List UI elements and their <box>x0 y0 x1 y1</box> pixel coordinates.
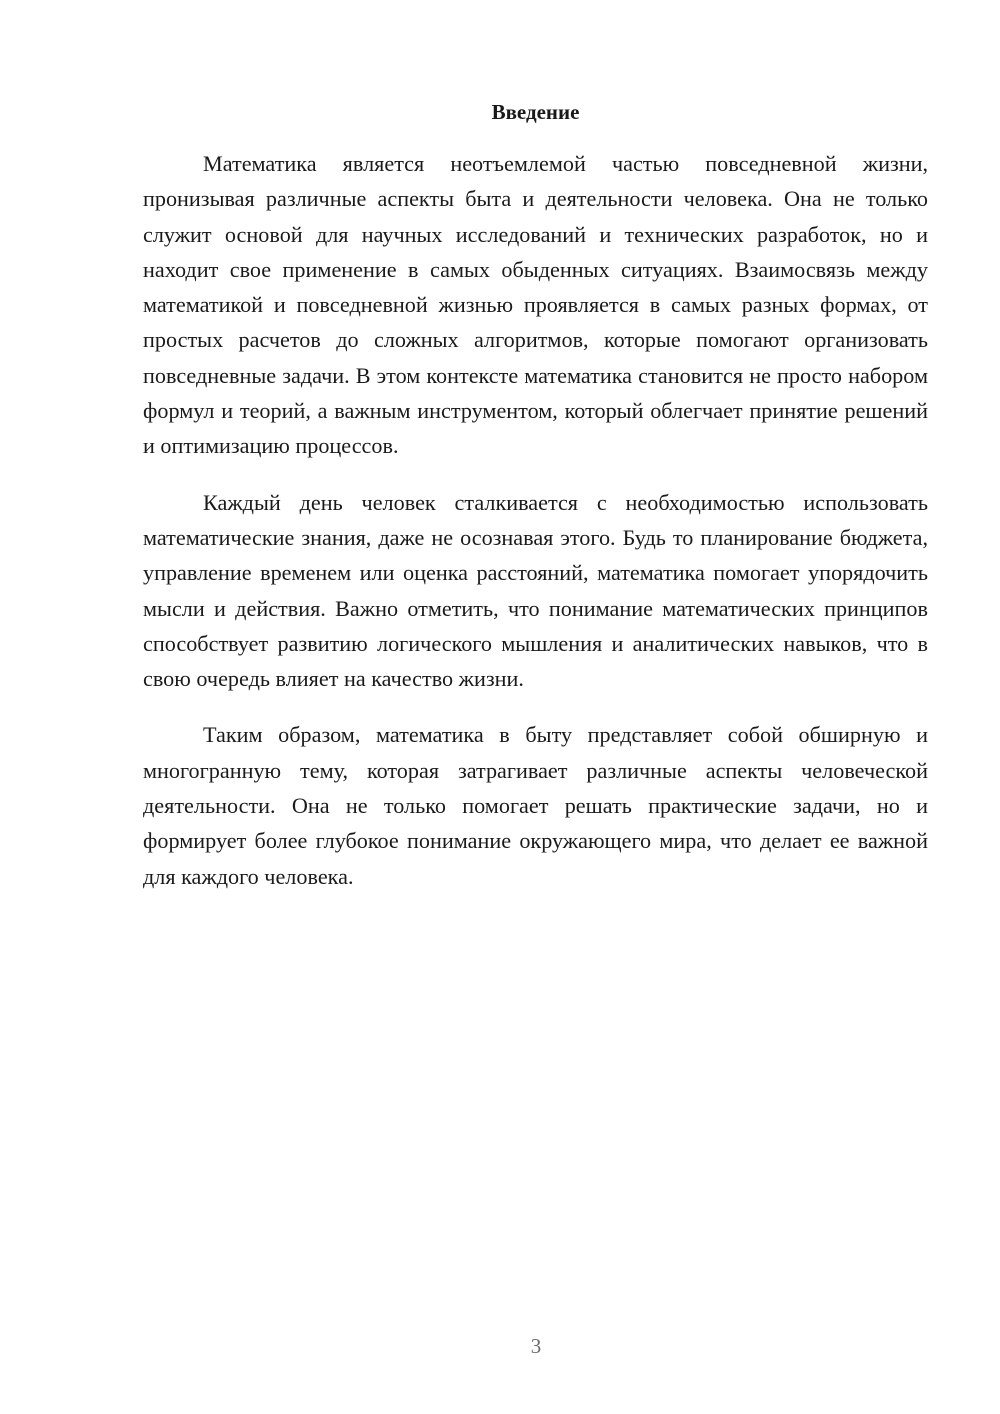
paragraph-2: Каждый день человек сталкивается с необходимостью использовать математические знания, даже не осознавая этого. Будь то планирование бюджета, управление временем или оценка расстояний, математика помогает упорядочить мысли и действия. Важно отметить, что понимание математических принципов способствует развитию логического мышления и аналитических навыков, что в свою очередь влияет на качество жизни. <box>143 489 928 692</box>
paragraph-3: Таким образом, математика в быту представляет собой обширную и многогранную тему, которая затрагивает различные аспекты человеческой деятельности. Она не только помогает решать практические задачи, но и формирует более глубокое понимание окружающего мира, что делает ее важной для каждого человека. <box>143 722 928 889</box>
section-title: Введение <box>491 100 580 124</box>
page-number: 3 <box>530 1334 542 1358</box>
body-text <box>143 146 928 894</box>
paragraph-1: Математика является неотъемлемой частью повседневной жизни, пронизывая различные аспекты быта и деятельности человека. Она не только служит основой для научных исследований и технических разработок, но и находит свое применение в самых обыденных ситуациях. Взаимосвязь между математикой и повседневной жизнью проявляется в самых разных формах, от простых расчетов до сложных алгоритмов, которые помогают организовать повседневные задачи. В этом контексте математика становится не просто набором формул и теорий, а важным инструментом, который облегчает принятие решений и оптимизацию процессов. <box>143 151 928 459</box>
